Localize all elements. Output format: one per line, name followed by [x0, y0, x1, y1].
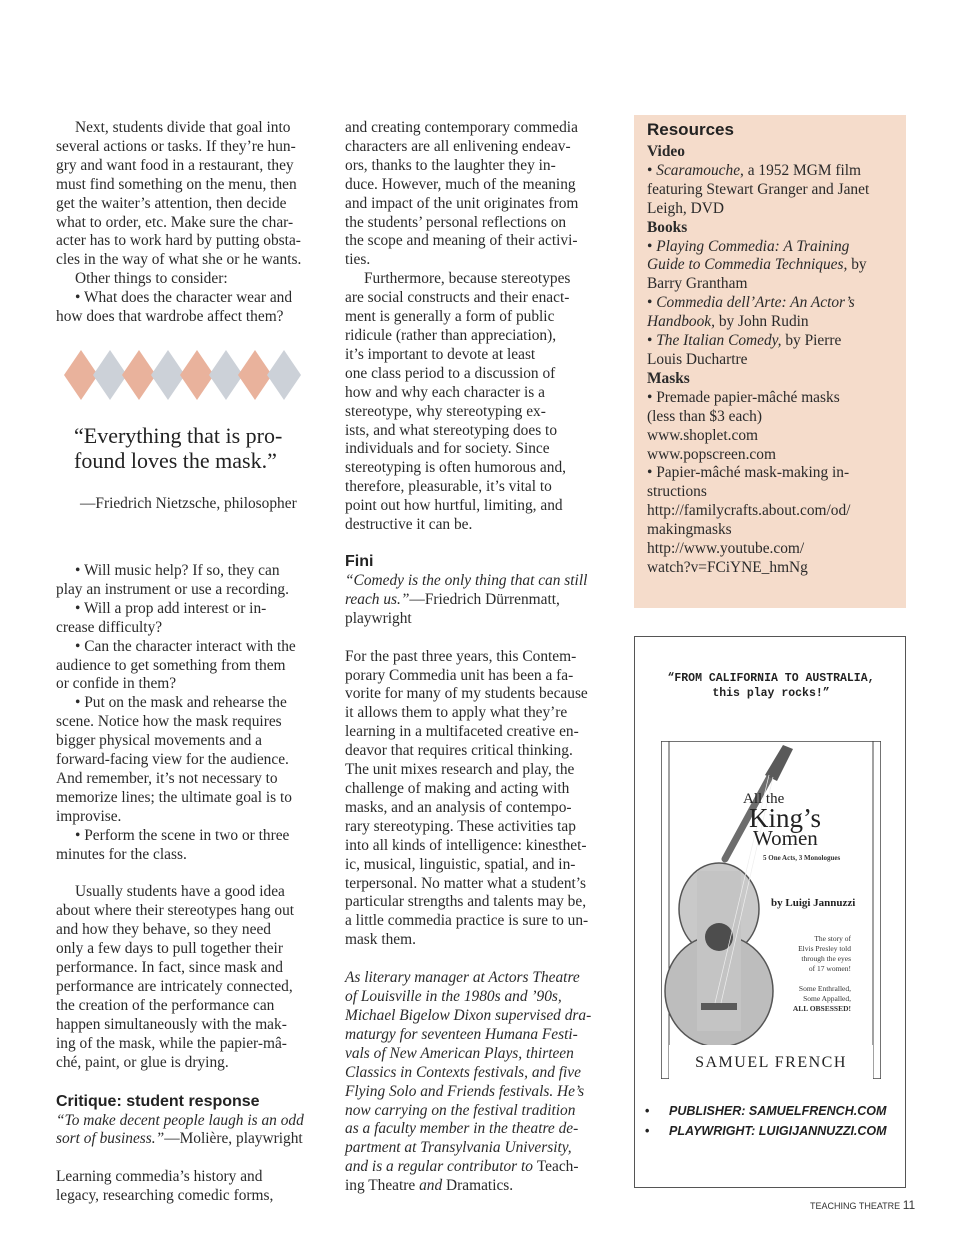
resource-item: • Playing Commedia: A Training Guide to Commedia Techniques, by Barry Grantham: [647, 237, 867, 293]
svg-text:Elvis Presley told: Elvis Presley told: [798, 944, 851, 953]
resource-item: • Papier-mâché mask-making in- structions http://familycrafts.about.com/od/ makingmasks http://www.youtube.com/ watch?v=FCiYNE_hmNg: [647, 464, 851, 576]
pull-quote: “Everything that is pro- found loves the mask.”: [74, 423, 283, 473]
svg-text:ALL OBSESSED!: ALL OBSESSED!: [792, 1004, 851, 1013]
page-footer: [810, 1198, 916, 1212]
svg-text:Some Appalled,: Some Appalled,: [803, 994, 851, 1003]
paragraph: Next, students divide that goal into several actions or tasks. If they’re hun- gry and want food in a restaurant, they must find something on the menu, then get the waiter’s attention, then decide what to order, etc. Make sure the char- acter has to work hard by putting obsta- cles in the way of what she or he wants.: [56, 119, 302, 269]
paragraph: Usually students have a good idea about where their stereotypes hang out and how they behave, so they need only a few days to pull together their performance. In fact, since mask and performance are intricately connected, the creation of the performance can happen simultaneously with the mak- ing of the mask, while the papier-mâ- ché, paint, or glue is drying.: [56, 883, 295, 1071]
paragraph: For the past three years, this Contem- porary Commedia unit has been a fa- vorite for many of my students because it allows them to apply what they’re learning in a multifaceted creative en- deavor that requires critical thinking. The unit mixes research and play, the challenge of making and acting with masks, and an analysis of contempo- rary stereotyping. These activities tap into all kinds of intelligence: kinesthet- ic, musical, linguistic, spatial, and in- terpersonal. No matter what a student’s particular strengths and talents may be, a little commedia practice is sure to un- mask them.: [345, 647, 589, 949]
bullet-item: • Will music help? If so, they can play an instrument or use a recording.: [56, 561, 289, 598]
column-middle: [345, 119, 613, 1196]
ad-link-playwright[interactable]: • PLAYWRIGHT: LUIGIJANNUZZI.COM: [645, 1121, 903, 1141]
poster-title-a: All the: [743, 791, 785, 807]
svg-text:through the eyes: through the eyes: [801, 954, 851, 963]
ad-links: [645, 1101, 903, 1141]
diamond-shape: [122, 350, 156, 400]
diamond-shape: [64, 350, 98, 400]
resources-heading-books: Books: [647, 218, 688, 236]
bullet-item: • Put on the mask and rehearse the scene. Notice how the mask requires bigger physical movements and a forward-facing view for the audience. And remember, it’s not necessary to memorize lines; the ultimate goal is to improvise.: [56, 694, 292, 825]
diamond-shape: [93, 350, 127, 400]
section-heading-fini: Fini: [345, 552, 374, 570]
publisher-logo: SAMUEL FRENCH: [695, 1054, 847, 1071]
pull-quote-attribution: —Friedrich Nietzsche, philosopher: [80, 495, 297, 512]
author-bio: As literary manager at Actors Theatre of Louisville in the 1980s and ’90s, Michael Bigelow Dixon supervised dra- maturgy for seventeen Humana Festi- vals of New American Plays, thirteen Classics in Contexts festivals, and five Flying Solo and Friends festivals. He’s now carrying on the festival tradition as a faculty member in the theatre de- partment at Transylvania University, and is a regular contributor to Teach- ing Theatre and Dramatics.: [345, 969, 592, 1195]
spacer: [345, 629, 613, 648]
svg-text:of 17 women!: of 17 women!: [808, 964, 851, 973]
resource-link[interactable]: http://www.youtube.com/: [647, 540, 805, 558]
spacer: [345, 535, 613, 552]
resource-link[interactable]: www.shoplet.com: [647, 426, 758, 444]
page-number: 11: [902, 1198, 916, 1212]
resource-link[interactable]: makingmasks: [647, 521, 732, 539]
resource-link[interactable]: http://familycrafts.about.com/od/: [647, 502, 851, 520]
spacer: [345, 950, 613, 969]
poster-title-c: Women: [753, 826, 818, 850]
resource-link[interactable]: www.popscreen.com: [647, 445, 776, 463]
diamond-shape: [267, 350, 301, 400]
resource-item: • Commedia dell’Arte: An Actor’s Handbook, by John Rudin: [647, 294, 855, 331]
poster-subtitle: 5 One Acts, 3 Monologues: [763, 854, 841, 862]
diamond-shape: [209, 350, 243, 400]
paragraph: Other things to consider:: [75, 270, 228, 288]
paragraph: Learning commedia’s history and legacy, researching comedic forms,: [56, 1168, 274, 1205]
diamond-shape: [238, 350, 272, 400]
diamond-shape: [151, 350, 185, 400]
play-poster: [661, 741, 881, 1079]
resources-sidebar: [634, 115, 906, 608]
spacer: [56, 1073, 326, 1092]
epigraph: “To make decent people laugh is an odd sort of business.”—Molière, playwright: [56, 1111, 304, 1148]
ad-tagline: “FROM CALIFORNIA TO AUSTRALIA, this play rocks!”: [667, 672, 875, 700]
spacer: [56, 1149, 326, 1168]
spacer: [56, 864, 326, 883]
bullet-item: • What does the character wear and how does that wardrobe affect them?: [56, 289, 293, 326]
ad-link-publisher[interactable]: • PUBLISHER: SAMUELFRENCH.COM: [645, 1101, 903, 1121]
poster-byline: by Luigi Jannuzzi: [771, 897, 856, 909]
magazine-name: TEACHING THEATRE: [810, 1201, 901, 1211]
resource-item: • Premade papier-mâché masks (less than $3 each) www.shoplet.com www.popscreen.com: [647, 388, 840, 463]
bullet-item: • Can the character interact with the audience to get something from them or confide in them?: [56, 637, 296, 693]
diamond-ornament: [64, 350, 306, 400]
resources-title: Resources: [647, 120, 734, 139]
bullet-item: • Will a prop add interest or in- crease difficulty?: [56, 599, 267, 636]
svg-text:Some Enthralled,: Some Enthralled,: [798, 984, 851, 993]
paragraph: and creating contemporary commedia characters are all enlivening endeav- ors, thanks to the laughter they in- duce. However, much of the meaning and impact of the unit originates from the students’ personal reflections on the scope and meaning of their activi- ties.: [345, 119, 579, 269]
epigraph: “Comedy is the only thing that can still reach us.”—Friedrich Dürrenmatt, playwright: [345, 571, 588, 627]
resource-item: • Scaramouche, a 1952 MGM film featuring Stewart Granger and Janet Leigh, DVD: [647, 161, 870, 217]
resources-heading-video: Video: [647, 143, 685, 160]
resources-heading-masks: Masks: [647, 369, 690, 387]
advertisement: [634, 636, 906, 1188]
section-heading-critique: Critique: student response: [56, 1092, 260, 1110]
resource-item: • The Italian Comedy, by Pierre Louis Duchartre: [647, 332, 842, 368]
svg-text:The story of: The story of: [814, 934, 851, 943]
poster-title-b: King’s: [749, 803, 822, 833]
paragraph: Furthermore, because stereotypes are social constructs and their enact- ment is generally a form of public ridicule (rather than appreciation), it’s important to devote at least one class period to a discussion of how and why each character is a stereotype, why stereotyping ex- ists, and what stereotyping does to individuals and for society. Since stereotyping is often humorous and, therefore, pleasurable, it’s vital to point out how hurtful, limiting, and destructive it can be.: [345, 270, 571, 534]
resource-link[interactable]: watch?v=FCiYNE_hmNg: [647, 558, 808, 576]
column-left: [56, 119, 326, 1206]
diamond-shape: [180, 350, 214, 400]
bullet-item: • Perform the scene in two or three minutes for the class.: [56, 826, 290, 863]
